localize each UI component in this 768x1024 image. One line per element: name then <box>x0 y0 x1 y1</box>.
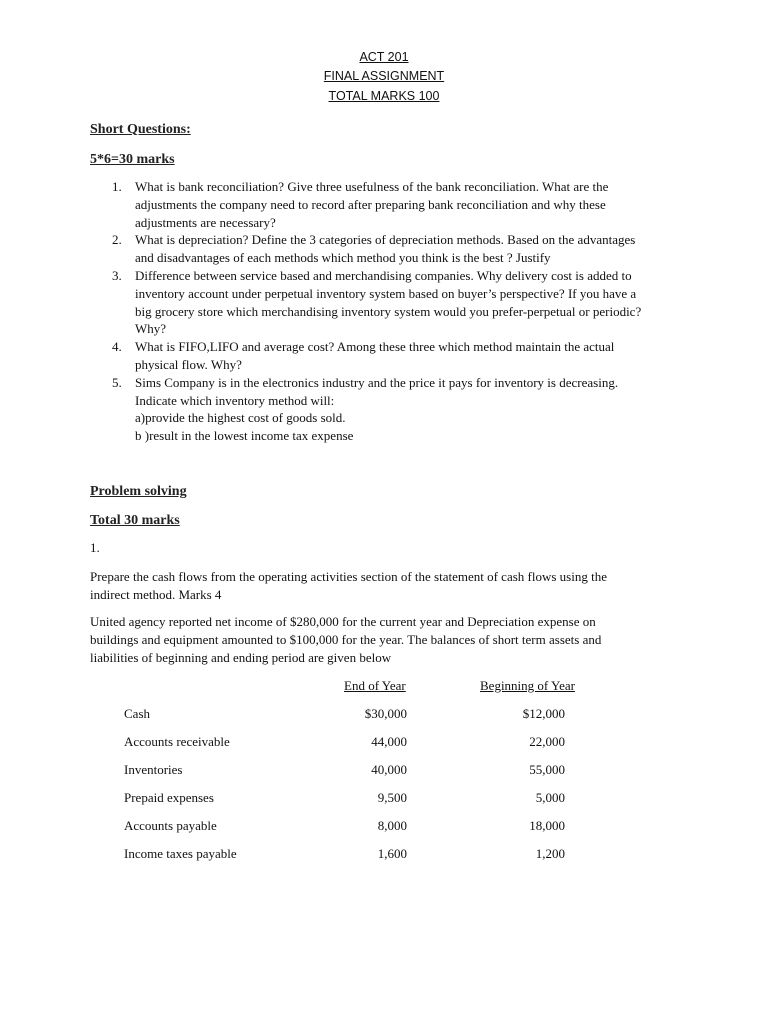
question-item <box>112 178 672 231</box>
question-item <box>112 374 672 445</box>
description-line: liabilities of beginning and ending period are given below <box>90 650 392 665</box>
beginning-of-year-value: 5,000 <box>535 790 565 805</box>
beginning-of-year-value: $12,000 <box>522 706 565 721</box>
total-marks: TOTAL MARKS 100 <box>328 89 440 103</box>
short-questions-marks: 5*6=30 marks <box>90 152 175 167</box>
end-of-year-value: 44,000 <box>371 734 407 749</box>
instruction-line: Prepare the cash flows from the operating activities section of the statement of cash flows using the <box>90 569 607 584</box>
beginning-of-year-value: 22,000 <box>529 734 565 749</box>
end-of-year-value: 9,500 <box>377 790 407 805</box>
problem-description <box>90 613 660 667</box>
column-header-beginning-of-year: Beginning of Year <box>480 678 575 693</box>
question-number: 1. <box>112 179 122 194</box>
question-item <box>112 267 672 338</box>
question-line: What is depreciation? Define the 3 categories of depreciation methods. Based on the advantages <box>135 232 636 248</box>
question-line: inventory account under perpetual inventory system based on buyer’s perspective? If you have a <box>135 285 637 301</box>
beginning-of-year-value: 55,000 <box>529 762 565 777</box>
question-line: Sims Company is in the electronics industry and the price it pays for inventory is decreasing. <box>135 374 619 390</box>
table-row <box>0 817 768 835</box>
end-of-year-value: $30,000 <box>364 706 407 721</box>
problem-solving-marks: Total 30 marks <box>90 513 180 528</box>
course-code: ACT 201 <box>359 50 409 64</box>
problem-number: 1. <box>90 540 100 555</box>
question-number: 3. <box>112 267 122 283</box>
question-number: 5. <box>112 374 122 390</box>
short-questions-list <box>112 178 672 445</box>
question-number: 4. <box>112 339 122 355</box>
problem-instruction <box>90 568 660 604</box>
question-line: physical flow. Why? <box>135 356 242 372</box>
table-row <box>0 705 768 723</box>
question-item <box>112 231 672 267</box>
short-questions-title: Short Questions: <box>90 122 191 137</box>
question-item <box>112 338 672 374</box>
question-line: adjustments are necessary? <box>135 214 276 230</box>
question-line: adjustments the company need to record after preparing bank reconciliation and why these <box>135 196 606 212</box>
column-header-end-of-year: End of Year <box>344 678 406 693</box>
question-number: 2. <box>112 232 122 248</box>
beginning-of-year-value: 18,000 <box>529 818 565 833</box>
assignment-title: FINAL ASSIGNMENT <box>323 69 445 83</box>
question-line: and disadvantages of each methods which method you think is the best ? Justify <box>135 250 551 266</box>
question-line: b )result in the lowest income tax expense <box>135 428 354 444</box>
row-label: Inventories <box>124 762 183 777</box>
row-label: Cash <box>124 706 150 721</box>
question-line: big grocery store which merchandising inventory system would you prefer-perpetual or periodic? <box>135 303 642 319</box>
question-line: What is bank reconciliation? Give three usefulness of the bank reconciliation. What are the <box>135 179 609 194</box>
row-label: Prepaid expenses <box>124 790 214 805</box>
question-line: Why? <box>135 321 167 337</box>
question-line: Difference between service based and merchandising companies. Why delivery cost is added to <box>135 267 632 283</box>
table-row <box>0 845 768 863</box>
question-line: Indicate which inventory method will: <box>135 392 335 408</box>
row-label: Accounts payable <box>124 818 217 833</box>
description-line: buildings and equipment amounted to $100,000 for the year. The balances of short term assets and <box>90 632 602 647</box>
table-row <box>0 733 768 751</box>
end-of-year-value: 1,600 <box>377 846 407 861</box>
row-label: Accounts receivable <box>124 734 230 749</box>
description-line: United agency reported net income of $280,000 for the current year and Depreciation expense on <box>90 614 596 629</box>
instruction-line: indirect method. Marks 4 <box>90 587 222 602</box>
problem-solving-title: Problem solving <box>90 484 187 499</box>
end-of-year-value: 8,000 <box>377 818 407 833</box>
beginning-of-year-value: 1,200 <box>535 846 565 861</box>
end-of-year-value: 40,000 <box>371 762 407 777</box>
table-row <box>0 761 768 779</box>
row-label: Income taxes payable <box>124 846 237 861</box>
table-row <box>0 789 768 807</box>
question-line: What is FIFO,LIFO and average cost? Among these three which method maintain the actual <box>135 339 615 355</box>
question-line: a)provide the highest cost of goods sold. <box>135 410 346 426</box>
